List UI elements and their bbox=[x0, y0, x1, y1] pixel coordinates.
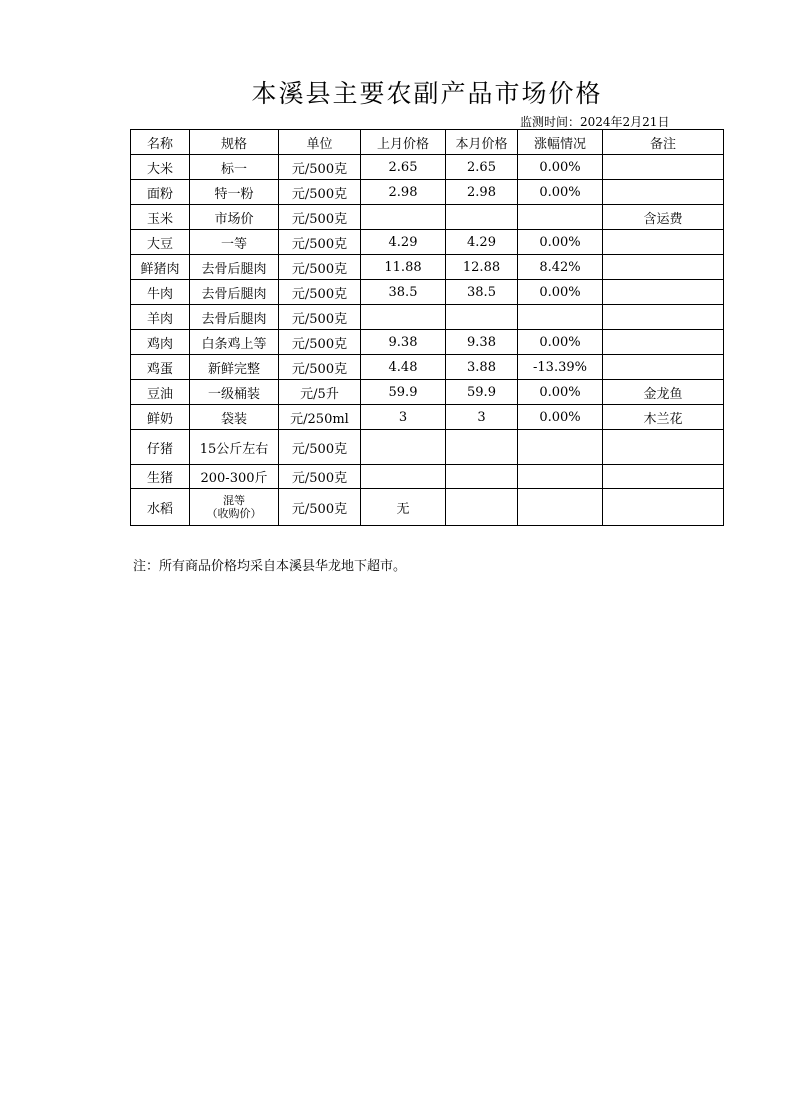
cell-spec: 去骨后腿肉 bbox=[190, 255, 279, 280]
cell-last-month-price: 38.5 bbox=[361, 280, 446, 305]
cell-change bbox=[518, 205, 603, 230]
cell-name: 大米 bbox=[131, 155, 190, 180]
cell-remark bbox=[603, 155, 724, 180]
cell-change: 0.00% bbox=[518, 405, 603, 430]
cell-spec bbox=[190, 489, 279, 526]
cell-name: 仔猪 bbox=[131, 430, 190, 465]
cell-last-month-price: 4.48 bbox=[361, 355, 446, 380]
cell-spec: 袋装 bbox=[190, 405, 279, 430]
table-row bbox=[131, 489, 724, 526]
price-table bbox=[130, 129, 724, 526]
cell-name: 鸡肉 bbox=[131, 330, 190, 355]
table-row bbox=[131, 255, 724, 280]
cell-change: 0.00% bbox=[518, 280, 603, 305]
cell-unit: 元/500克 bbox=[279, 430, 361, 465]
cell-spec: 新鲜完整 bbox=[190, 355, 279, 380]
cell-this-month-price: 3.88 bbox=[446, 355, 518, 380]
cell-last-month-price: 2.98 bbox=[361, 180, 446, 205]
cell-change: 0.00% bbox=[518, 380, 603, 405]
cell-remark bbox=[603, 230, 724, 255]
cell-change bbox=[518, 305, 603, 330]
cell-this-month-price: 2.65 bbox=[446, 155, 518, 180]
cell-change: 0.00% bbox=[518, 180, 603, 205]
cell-change bbox=[518, 430, 603, 465]
cell-change: 0.00% bbox=[518, 330, 603, 355]
cell-remark bbox=[603, 430, 724, 465]
cell-unit: 元/500克 bbox=[279, 205, 361, 230]
cell-change bbox=[518, 489, 603, 526]
cell-this-month-price bbox=[446, 489, 518, 526]
cell-spec: 15公斤左右 bbox=[190, 430, 279, 465]
table-row bbox=[131, 205, 724, 230]
header-name: 名称 bbox=[131, 130, 190, 155]
cell-name: 生猪 bbox=[131, 465, 190, 489]
table-row bbox=[131, 230, 724, 255]
cell-this-month-price bbox=[446, 465, 518, 489]
cell-remark bbox=[603, 280, 724, 305]
table-row bbox=[131, 380, 724, 405]
cell-last-month-price bbox=[361, 305, 446, 330]
cell-unit: 元/500克 bbox=[279, 280, 361, 305]
cell-this-month-price: 2.98 bbox=[446, 180, 518, 205]
cell-name: 鲜奶 bbox=[131, 405, 190, 430]
cell-unit: 元/500克 bbox=[279, 305, 361, 330]
header-spec: 规格 bbox=[190, 130, 279, 155]
cell-spec: 去骨后腿肉 bbox=[190, 280, 279, 305]
cell-multiline-text: 混等 （收购价） bbox=[206, 493, 262, 520]
header-this-month-price: 本月价格 bbox=[446, 130, 518, 155]
table-row bbox=[131, 180, 724, 205]
cell-this-month-price: 3 bbox=[446, 405, 518, 430]
cell-remark bbox=[603, 355, 724, 380]
page-title: 本溪县主要农副产品市场价格 bbox=[251, 79, 603, 108]
monitor-date: 监测时间：2024年2月21日 bbox=[520, 115, 670, 129]
cell-this-month-price: 59.9 bbox=[446, 380, 518, 405]
footnote: 注：所有商品价格均采自本溪县华龙地下超市。 bbox=[133, 559, 407, 574]
cell-last-month-price: 11.88 bbox=[361, 255, 446, 280]
table-row bbox=[131, 430, 724, 465]
cell-unit: 元/500克 bbox=[279, 180, 361, 205]
table-row bbox=[131, 280, 724, 305]
cell-last-month-price: 无 bbox=[361, 489, 446, 526]
cell-last-month-price bbox=[361, 465, 446, 489]
cell-remark bbox=[603, 255, 724, 280]
cell-unit: 元/500克 bbox=[279, 155, 361, 180]
cell-last-month-price bbox=[361, 430, 446, 465]
cell-unit: 元/500克 bbox=[279, 255, 361, 280]
header-change: 涨幅情况 bbox=[518, 130, 603, 155]
cell-this-month-price bbox=[446, 305, 518, 330]
table-body bbox=[131, 155, 724, 526]
cell-name: 面粉 bbox=[131, 180, 190, 205]
cell-this-month-price: 9.38 bbox=[446, 330, 518, 355]
header-remark: 备注 bbox=[603, 130, 724, 155]
cell-change: 0.00% bbox=[518, 230, 603, 255]
cell-unit: 元/250ml bbox=[279, 405, 361, 430]
cell-name: 羊肉 bbox=[131, 305, 190, 330]
cell-unit: 元/500克 bbox=[279, 230, 361, 255]
cell-remark: 含运费 bbox=[603, 205, 724, 230]
cell-spec: 标一 bbox=[190, 155, 279, 180]
cell-spec: 市场价 bbox=[190, 205, 279, 230]
cell-name: 牛肉 bbox=[131, 280, 190, 305]
cell-remark bbox=[603, 465, 724, 489]
cell-this-month-price bbox=[446, 430, 518, 465]
header-unit: 单位 bbox=[279, 130, 361, 155]
table-header-row bbox=[131, 130, 724, 155]
cell-name: 玉米 bbox=[131, 205, 190, 230]
cell-unit: 元/500克 bbox=[279, 465, 361, 489]
cell-last-month-price: 59.9 bbox=[361, 380, 446, 405]
cell-remark bbox=[603, 489, 724, 526]
cell-spec: 一级桶装 bbox=[190, 380, 279, 405]
cell-remark: 木兰花 bbox=[603, 405, 724, 430]
cell-name: 鸡蛋 bbox=[131, 355, 190, 380]
cell-last-month-price: 2.65 bbox=[361, 155, 446, 180]
cell-this-month-price: 4.29 bbox=[446, 230, 518, 255]
cell-remark bbox=[603, 180, 724, 205]
cell-unit: 元/5升 bbox=[279, 380, 361, 405]
cell-name: 鲜猪肉 bbox=[131, 255, 190, 280]
cell-spec: 去骨后腿肉 bbox=[190, 305, 279, 330]
cell-this-month-price: 38.5 bbox=[446, 280, 518, 305]
header-last-month-price: 上月价格 bbox=[361, 130, 446, 155]
table-row bbox=[131, 155, 724, 180]
table-row bbox=[131, 465, 724, 489]
cell-change: -13.39% bbox=[518, 355, 603, 380]
cell-unit: 元/500克 bbox=[279, 330, 361, 355]
cell-change bbox=[518, 465, 603, 489]
cell-name: 水稻 bbox=[131, 489, 190, 526]
table-row bbox=[131, 305, 724, 330]
cell-last-month-price: 9.38 bbox=[361, 330, 446, 355]
table-row bbox=[131, 405, 724, 430]
cell-spec: 特一粉 bbox=[190, 180, 279, 205]
cell-change: 8.42% bbox=[518, 255, 603, 280]
table-row bbox=[131, 330, 724, 355]
table-row bbox=[131, 355, 724, 380]
cell-remark bbox=[603, 330, 724, 355]
cell-remark bbox=[603, 305, 724, 330]
cell-last-month-price bbox=[361, 205, 446, 230]
cell-last-month-price: 3 bbox=[361, 405, 446, 430]
cell-this-month-price bbox=[446, 205, 518, 230]
cell-unit: 元/500克 bbox=[279, 489, 361, 526]
cell-this-month-price: 12.88 bbox=[446, 255, 518, 280]
cell-spec: 白条鸡上等 bbox=[190, 330, 279, 355]
cell-change: 0.00% bbox=[518, 155, 603, 180]
cell-last-month-price: 4.29 bbox=[361, 230, 446, 255]
cell-spec: 一等 bbox=[190, 230, 279, 255]
cell-name: 大豆 bbox=[131, 230, 190, 255]
cell-remark: 金龙鱼 bbox=[603, 380, 724, 405]
cell-name: 豆油 bbox=[131, 380, 190, 405]
cell-spec: 200-300斤 bbox=[190, 465, 279, 489]
cell-unit: 元/500克 bbox=[279, 355, 361, 380]
